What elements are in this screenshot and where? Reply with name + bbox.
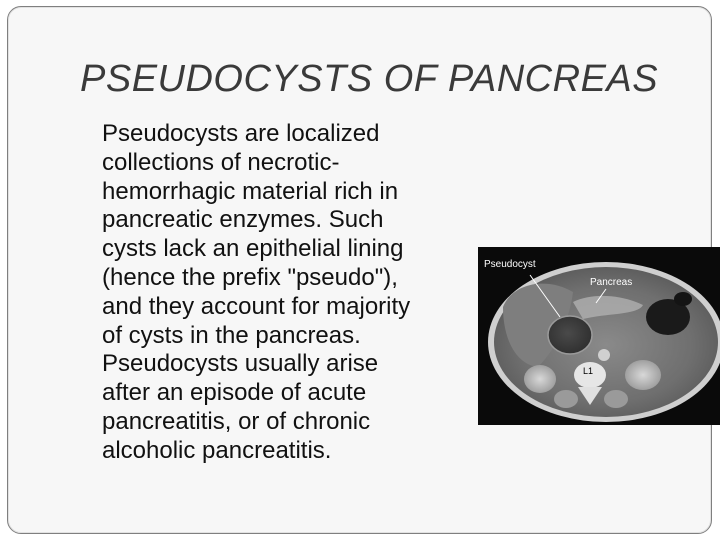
pseudocyst-label: Pseudocyst	[484, 259, 536, 270]
bullet-1-line-5: cysts lack an epithelial lining	[102, 235, 404, 263]
bullet-item-2	[78, 350, 478, 465]
bullet-1-line-7: and they account for majority	[102, 292, 411, 320]
ct-scan-graphic	[478, 247, 720, 425]
bullet-1-line-2: collections of necrotic-	[102, 148, 340, 176]
pancreas-label: Pancreas	[590, 277, 633, 288]
left-kidney-shape	[524, 365, 556, 393]
bowel-gas-shape-2	[674, 292, 692, 306]
bullet-2-line-2: after an episode of acute	[102, 379, 367, 407]
bullet-2-line-1: Pseudocysts usually arise	[102, 350, 379, 378]
bullet-2-line-3: pancreatitis, or of chronic	[102, 407, 371, 435]
bullet-list	[78, 120, 478, 466]
right-kidney-shape	[625, 360, 661, 390]
bullet-item-1	[78, 120, 478, 350]
muscle-right-shape	[604, 390, 628, 408]
bullet-1-line-1: Pseudocysts are localized	[102, 120, 380, 147]
bullet-1-line-6: (hence the prefix "pseudo"),	[102, 263, 398, 291]
ct-scan-image	[478, 247, 720, 425]
pseudocyst-shape	[548, 316, 592, 354]
slide-title: PSEUDOCYSTS OF PANCREAS	[80, 58, 659, 100]
bullet-2-line-4: alcoholic pancreatitis.	[102, 436, 332, 464]
vertebra-label: L1	[583, 366, 594, 376]
bullet-1-line-8: of cysts in the pancreas.	[102, 321, 361, 349]
muscle-left-shape	[554, 390, 578, 408]
bullet-1-line-3: hemorrhagic material rich in	[102, 177, 399, 205]
aorta-shape	[598, 349, 610, 361]
bullet-1-line-4: pancreatic enzymes. Such	[102, 206, 384, 234]
